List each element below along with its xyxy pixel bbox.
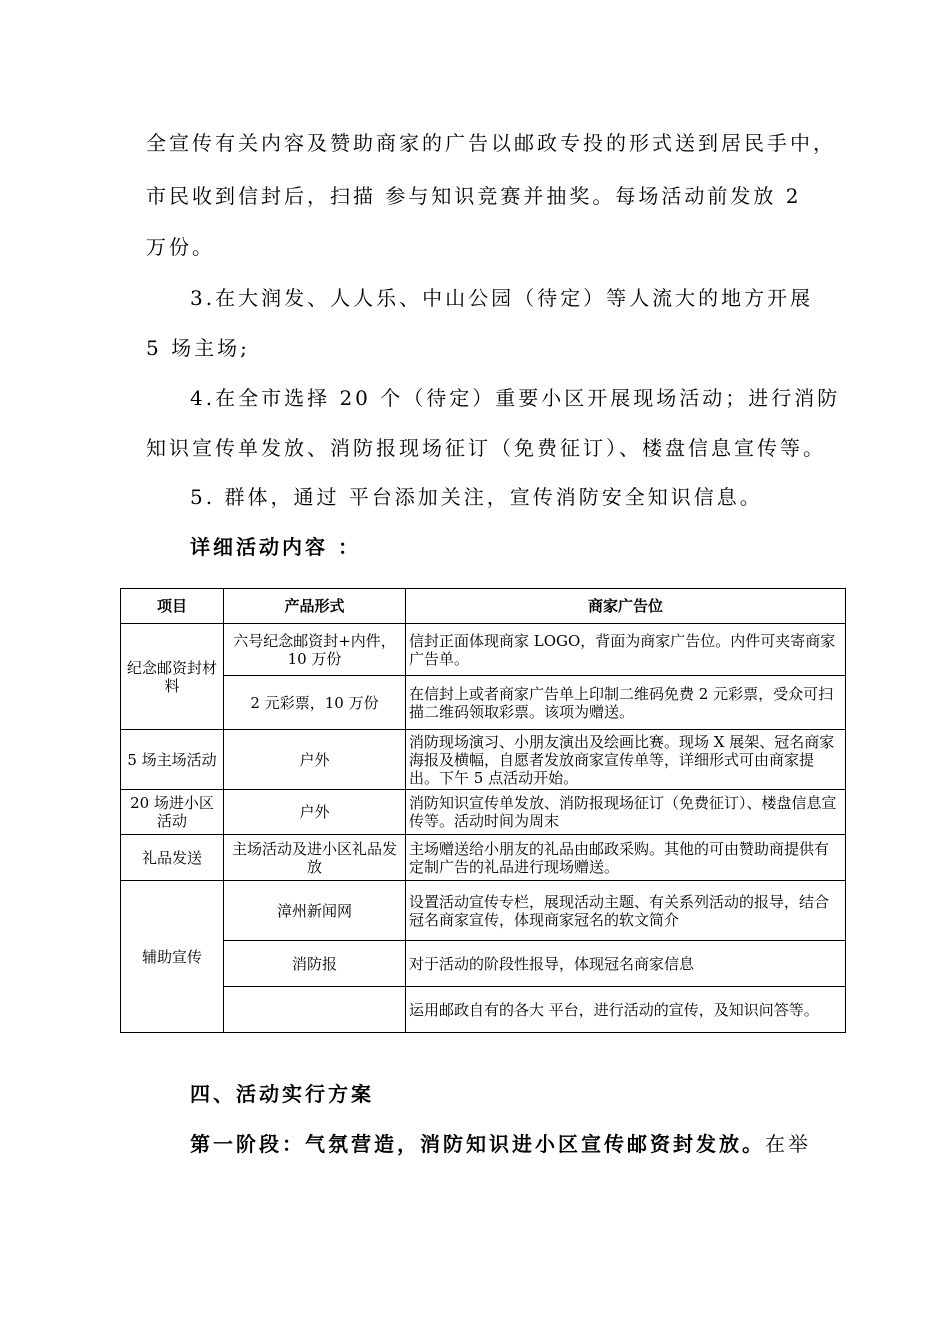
para4-line1: 4.在全市选择 20 个（待定）重要小区开展现场活动；进行消防 xyxy=(190,386,841,410)
para1-line1: 全宣传有关内容及赞助商家的广告以邮政专投的形式送到居民手中， xyxy=(146,131,836,155)
cell-ad: 主场赠送给小朋友的礼品由邮政采购。其他的可由赞助商提供有定制广告的礼品进行现场赠送。 xyxy=(406,835,846,881)
activity-table xyxy=(120,588,846,1033)
cell-form: 2 元彩票，10 万份 xyxy=(224,676,406,730)
table-row xyxy=(121,881,846,941)
cell-ad: 对于活动的阶段性报导，体现冠名商家信息 xyxy=(406,941,846,987)
cell-ad: 消防知识宣传单发放、消防报现场征订（免费征订）、楼盘信息宣传等。活动时间为周末 xyxy=(406,790,846,835)
cell-form: 户外 xyxy=(224,730,406,790)
para1-line3: 万份。 xyxy=(146,235,215,259)
header-form: 产品形式 xyxy=(224,589,406,624)
para1-line2: 市民收到信封后，扫描 参与知识竞赛并抽奖。每场活动前发放 2 xyxy=(146,184,802,208)
para4-line2: 知识宣传单发放、消防报现场征订（免费征订）、楼盘信息宣传等。 xyxy=(146,436,826,460)
table-row xyxy=(121,987,846,1033)
cell-item: 纪念邮资封材料 xyxy=(121,624,224,730)
cell-ad: 运用邮政自有的各大 平台，进行活动的宣传，及知识问答等。 xyxy=(406,987,846,1033)
cell-ad: 在信封上或者商家广告单上印制二维码免费 2 元彩票，受众可扫描二维码领取彩票。该项为赠送。 xyxy=(406,676,846,730)
detail-heading: 详细活动内容 ： xyxy=(190,535,361,559)
para3-line1: 3.在大润发、人人乐、中山公园（待定）等人流大的地方开展 xyxy=(190,286,814,310)
cell-item: 礼品发送 xyxy=(121,835,224,881)
table-row xyxy=(121,941,846,987)
phase1-line xyxy=(190,1128,811,1157)
table-row xyxy=(121,624,846,676)
cell-form: 漳州新闻网 xyxy=(224,881,406,941)
phase1-bold: 第一阶段：气氛营造，消防知识进小区宣传邮资封发放。 xyxy=(190,1132,765,1156)
cell-item: 5 场主场活动 xyxy=(121,730,224,790)
cell-form: 六号纪念邮资封+内件，10 万份 xyxy=(224,624,406,676)
section4-heading: 四、活动实行方案 xyxy=(190,1082,374,1106)
para3-line2: 5 场主场; xyxy=(146,336,250,360)
cell-form: 主场活动及进小区礼品发放 xyxy=(224,835,406,881)
para5-line1: 5. 群体，通过 平台添加关注，宣传消防安全知识信息。 xyxy=(190,485,763,509)
table-row xyxy=(121,730,846,790)
cell-form xyxy=(224,987,406,1033)
cell-ad: 设置活动宣传专栏，展现活动主题、有关系列活动的报导，结合冠名商家宣传，体现商家冠名的软文简介 xyxy=(406,881,846,941)
cell-item: 辅助宣传 xyxy=(121,881,224,1033)
cell-ad: 信封正面体现商家 LOGO，背面为商家广告位。内件可夹寄商家广告单。 xyxy=(406,624,846,676)
table-header-row xyxy=(121,589,846,624)
table-row xyxy=(121,835,846,881)
cell-ad: 消防现场演习、小朋友演出及绘画比赛。现场 X 展架、冠名商家海报及横幅，自愿者发放商家宣传单等，详细形式可由商家提出。下午 5 点活动开始。 xyxy=(406,730,846,790)
phase1-rest: 在举 xyxy=(765,1132,811,1156)
header-ad: 商家广告位 xyxy=(406,589,846,624)
table-row xyxy=(121,676,846,730)
cell-form: 户外 xyxy=(224,790,406,835)
table-row xyxy=(121,790,846,835)
header-item: 项目 xyxy=(121,589,224,624)
cell-item: 20 场进小区活动 xyxy=(121,790,224,835)
cell-form: 消防报 xyxy=(224,941,406,987)
